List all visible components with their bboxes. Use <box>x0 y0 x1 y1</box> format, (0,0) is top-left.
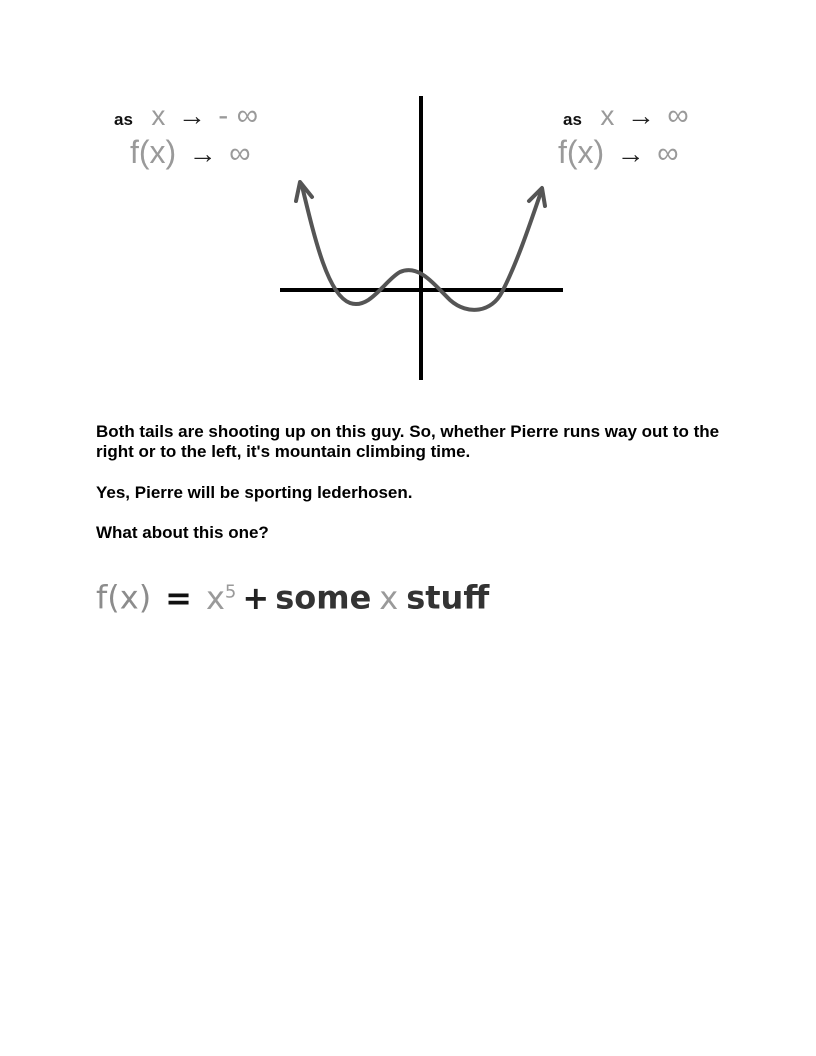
formula-power: 5 <box>224 581 237 602</box>
formula-leading-term <box>206 579 236 617</box>
right-fx-infinity: ∞ <box>657 137 679 170</box>
right-infinity: ∞ <box>667 99 689 132</box>
left-fx-infinity: ∞ <box>229 137 251 170</box>
right-fx-arrow-icon: → <box>616 138 645 169</box>
right-limit-fx-statement <box>558 134 679 177</box>
right-fx-symbol: f(x) <box>558 134 605 170</box>
right-as-word: as <box>563 110 582 129</box>
formula-plus: + <box>242 578 270 617</box>
right-limit-x-statement <box>563 98 689 139</box>
left-fx-symbol: f(x) <box>130 134 177 170</box>
formula-equals: = <box>165 578 192 617</box>
left-x-symbol: x <box>151 100 166 131</box>
formula-stuff: stuff <box>406 578 490 617</box>
formula-fx: f(x) <box>96 578 152 617</box>
polynomial-formula <box>96 570 489 620</box>
formula-mid-x: x <box>379 578 399 617</box>
question-paragraph: What about this one? <box>96 523 269 542</box>
right-arrow-icon: → <box>626 100 655 131</box>
left-limit-fx-statement <box>130 134 251 177</box>
formula-x: x <box>205 578 225 617</box>
explanation-paragraph: Both tails are shooting up on this guy. So, whether Pierre runs way out to the right or to the left, it's mountain climbing time. <box>96 422 720 461</box>
left-limit-x-statement <box>114 98 258 139</box>
polynomial-graph <box>270 90 570 385</box>
right-x-symbol: x <box>600 100 615 131</box>
left-negative-infinity: - ∞ <box>218 99 258 132</box>
left-arrow-icon: → <box>177 100 206 131</box>
left-fx-arrow-icon: → <box>188 138 217 169</box>
left-as-word: as <box>114 110 133 129</box>
formula-some: some <box>275 578 372 617</box>
lederhosen-paragraph: Yes, Pierre will be sporting lederhosen. <box>96 483 413 502</box>
